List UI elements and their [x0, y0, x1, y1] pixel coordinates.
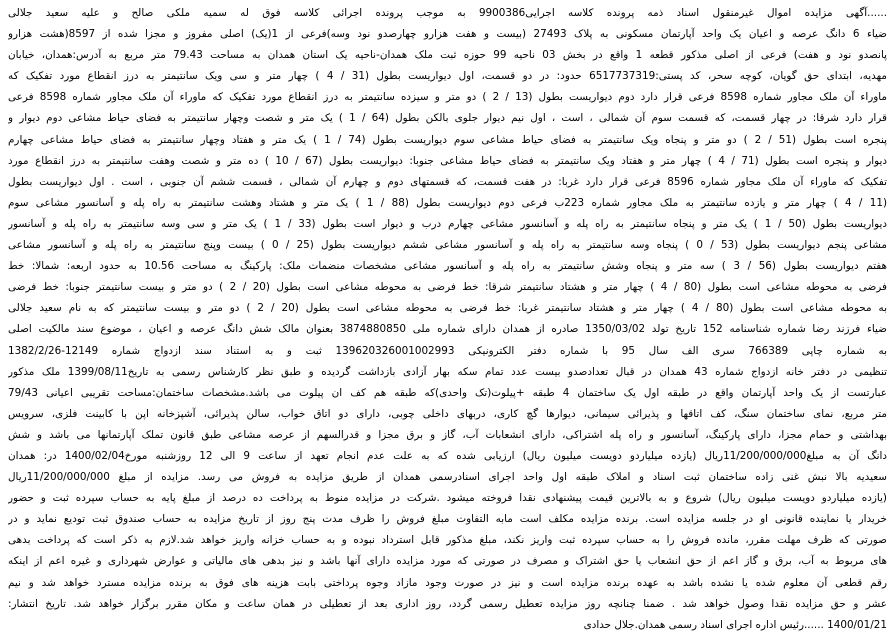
notice-line: ماوراء آن ملک مجاور شماره 8598 فرعی قرار دارد دوم دیواریست بطول (13 / 2 ) دو متر و سیزده سانتیمتر به درز انقطاع مورد تفکیک که ماوراء آن ملک مجاور شماره 8598 فرعی — [8, 91, 887, 104]
notice-line: هفتم دیواریست بطول (56 / 3 ) سه متر و پنجاه وشش سانتیمتر به راه پله و آسانسور مشاعی مشخصات منضمات ملک: پارکینگ به مساحت 10.56 به حدود اربعه: شمالا: خط — [8, 260, 887, 273]
notice-line: رقم قطعی آن معلوم شده یا نشده باشد به عهده برنده مزایده است و نیز در صورت وجود مازاد وجوه پرداختی بابت هزینه های فوق به برنده مزایده مسترد خواهد شد و نیم — [8, 576, 887, 589]
notice-line: بهداشتی و حمام مجزا، دارای پارکینگ، آسانسور و راه پله اشتراکی، دارای انشعابات آب، گاز و برق مجزا و قدرالسهم از عرصه مشاعی طبق قانون تملک آپارتمانها می باشد و شش — [8, 428, 887, 441]
notice-line: قرار دارد شرقا: در چهار قسمت، که قسمت سوم آن شمالی ، است ، اول نیم دیوار جلوی بالکن بطول (64 / 1 ) یک متر و شصت وچهار سانتیمتر به فضای حیاط مشاعی دوم دیوار و — [8, 112, 887, 125]
notice-line: به شماره چاپی 766389 سری الف سال 95 با شماره دفتر الکترونیکی 139620326001002993 ثبت و به استناد سند ازدواج شماره 12149-1382/2/26 — [8, 344, 887, 357]
notice-line: (یازده میلیاردو دویست میلیون ریال) شروع و به بالاترین قیمت پیشنهادی نقدا فروخته میشود .شرکت در مزایده منوط به پرداخت ده درصد از مبلغ پایه به حساب سپرده ثبت و حضور — [8, 492, 887, 505]
notice-line: به محوطه مشاعی است بطول (80 / 4 ) چهار متر و هشتاد سانتیمتر غربا: خط فرضی به محوطه مشاعی است بطول (20 / 2 ) دو متر و بیست سانتیمتر که به نام سعید جلالی — [8, 302, 887, 315]
notice-line: دیواریست بطول (50 / 1 ) یک متر و پنجاه سانتیمتر به راه پله و آسانسور مشاعی چهارم درب و دیوار است بطول (33 / 1 ) یک متر و سی وسه سانتیمتر به راه پله و آسانسور — [8, 217, 887, 230]
notice-line: های مربوط به آب، برق و گاز اعم از حق انشعاب یا حق اشتراک و مصرف در صورتی که مورد مزایده دارای آنها باشد و نیز بدهی های مالیاتی و عوارض شهرداری و غیره اعم از اینکه — [8, 555, 887, 568]
notice-line: پنجره است بطول (51 / 2 ) دو متر و پنجاه ویک سانتیمتر به فضای حیاط مشاعی سوم دیواریست بطول (74 / 1 ) یک متر و هفتاد وچهار سانتیمتر به فضای حیاط مشاعی چهارم — [8, 133, 887, 146]
notice-line: مهدیه، ابتدای حق گویان، کوچه سحر، کد پستی:6517737319 حدود: در دو قسمت، اول دیواریست بطول (31 / 4 ) چهار متر و سی ویک سانتیمتر به درز انقطاع مورد تفکیک که — [8, 70, 887, 83]
notice-line: دیوار و پنجره است بطول (71 / 4 ) چهار متر و هفتاد ویک سانتیمتر به فضای حیاط مشاعی جنوبا: دیواریست بطول (67 / 10 ) ده متر و شصت وهفت سانتیمتر به درز انقطاع مورد — [8, 154, 887, 167]
notice-line: پانصدو نود و هفت) فرعی از اصلی مذکور قطعه 1 واقع در بخش 03 ناحیه 99 حوزه ثبت ملک همدان-ناحیه یک استان همدان به مساحت 79.43 متر مربع به آدرس:همدان، خیابان — [8, 49, 887, 62]
notice-line: ......آگهی مزایده اموال غیرمنقول اسناد ذمه پرونده کلاسه اجرایی9900386 به موجب پرونده اجرائی کلاسه فوق له سمیه ملکی صالح و علیه سعید جلالی — [8, 7, 887, 19]
notice-line: عشر و حق مزایده نقدا وصول خواهد شد . ضمنا چنانچه روز مزایده تعطیل رسمی گردد، روز اداری بعد از تعطیلی در همان ساعت و مکان مقرر برگزار خواهد شد. تاریخ انتشار: — [8, 597, 887, 610]
notice-line: خریدار یا نماینده قانونی او در جلسه مزایده است. برنده مزایده مکلف است مابه التفاوت مبلغ فروش را ظرف مدت پنج روز از تاریخ مزایده به حساب صندوق ثبت تودیع نماید و در — [8, 513, 887, 526]
notice-line: ضیاء 6 دانگ عرصه و اعیان یک واحد آپارتمان مسکونی به پلاک 27493 (بیست و هفت هزارو چهارصدو نود وسه)فرعی از 1(یک) اصلی مفروز و مجزا شده از 8597(هشت هزارو — [8, 28, 887, 41]
notice-line: متر مربع، نمای ساختمان سنگ، کف اتاقها و پذیرائی سیمانی، دیوارها گچ کاری، دربهای داخلی چوبی، دارای دو اتاق خواب، سالن پذیرائی، آشپزخانه اپن با کابینت فلزی، سرویس — [8, 407, 887, 420]
notice-line: مشاعی پنجم دیواریست بطول (53 / 0 ) پنجاه وسه سانتیمتر به راه پله و آسانسور مشاعی ششم دیواریست بطول (25 / 0 ) بیست وپنج سانتیمتر به راه پله و آسانسور مشاعی — [8, 239, 887, 252]
notice-line: (11 / 4 ) چهار متر و یازده سانتیمتر به ملک مجاور شماره 223ب فرعی دوم دیواریست بطول (88 / 1 ) یک متر و هشتاد وهشت سانتیمتر به راه پله و آسانسور مشاعی سوم — [8, 196, 887, 209]
notice-line: تنظیمی در دفتر خانه ازدواج شماره 43 همدان در قبال تعدادصدو بیست عدد تمام سکه بهار آزادی بازداشت گردیده و طبق نظر کارشناس رسمی به تاریخ1399/08/11 ملک مذکور — [8, 365, 887, 378]
notice-signature-line: 1400/01/21 ......رئیس اداره اجرای اسناد رسمی همدان.جلال حدادی — [583, 618, 887, 631]
notice-line: صورتی که ظرف مهلت مقرر، مانده فروش را به حساب سپرده ثبت واریز نکند، مبلغ مذکور قابل استرداد نبوده و به حساب خزانه واریز خواهد شد.لازم به ذکر است که پرداخت بدهی — [8, 534, 887, 547]
notice-line: تفکیک که ماوراء آن ملک مجاور شماره 8596 فرعی قرار دارد غربا: در هفت قسمت، که قسمتهای دوم و چهارم آن شمالی ، قسمت ششم آن جنوبی ، است . اول دیواریست بطول — [8, 175, 887, 188]
notice-line: سعیدیه بالا نبش غنی زاده ساختمان ثبت اسناد و املاک طبقه اول واحد اجرای اسنادرسمی همدان از طریق مزایده به فروش می رسد. مزایده از مبلغ 11/200/000/000ریال — [8, 471, 887, 484]
notice-line: فرضی به محوطه مشاعی است بطول (80 / 4 ) چهار متر و هشتاد سانتیمتر شرقا: خط فرضی به محوطه مشاعی است بطول (20 / 2 ) دو متر و بیست سانتیمتر جنوبا: خط فرضی — [8, 281, 887, 294]
notice-line: ضیاء فرزند رضا شماره شناسنامه 152 تاریخ تولد 1350/03/02 صادره از همدان دارای شماره ملی 3874880850 بعنوان مالک شش دانگ عرصه و اعیان ، موضوع سند مالکیت اصلی — [8, 323, 887, 336]
notice-line: عبارتست از یک واحد آپارتمان واقع در طبقه اول یک ساختمان 4 طبقه +پیلوت(تک واحدی)که طبقه هم کف ان پیلوت می باشد.مشخصات ساختمان:مساحت تقریبی اعیانی 79/43 — [8, 386, 887, 399]
notice-line: دانگ آن به مبلغ11/200/000/000ریال (یازده میلیاردو دویست میلیون ریال) ارزیابی شده که به علت عدم انجام تعهد از ساعت 9 الی 12 روزشنبه مورخ1400/02/04 در: همدان — [8, 449, 887, 462]
